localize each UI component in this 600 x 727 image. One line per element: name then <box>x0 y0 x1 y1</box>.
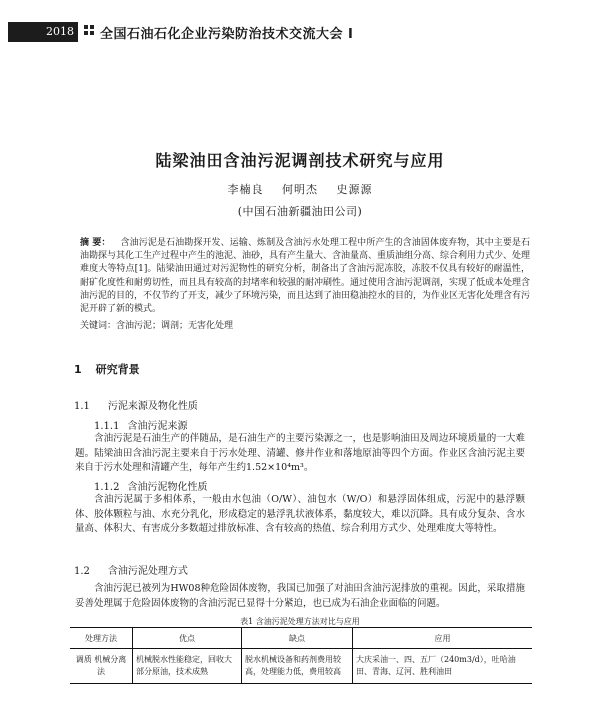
paper-affiliation: (中国石油新疆油田公司) <box>237 205 363 218</box>
treatment-comparison-table <box>70 627 532 684</box>
table-header-row <box>70 628 532 649</box>
abstract-label: 摘 要： <box>80 238 111 248</box>
table-header-cell: 应用 <box>353 628 533 649</box>
table-header-cell: 优点 <box>133 628 242 649</box>
section-title: 含油污泥处理方式 <box>107 566 188 577</box>
section-title: 含油污泥来源 <box>127 421 188 432</box>
table-caption: 表1 含油污泥处理方法对比与应用 <box>240 617 360 626</box>
paper-authors: 李楠良 何明杰 史源源 <box>227 183 373 196</box>
year-badge: 2018 <box>8 22 78 42</box>
section-number: 1.1 <box>74 401 90 412</box>
section-number: 1.1.2 <box>94 482 120 493</box>
section-heading-1 <box>74 361 140 377</box>
section-heading-1-2 <box>74 562 188 577</box>
abstract-text: 含油污泥是石油勘探开发、运输、炼制及含油污水处理工程中所产生的含油固体废弃物，其中主要是石油勘探与其化工生产过程中产生的池泥、油砂，具有产生量大、含油量高、重质油组分高、综合利用力式少、处理难度大等特点[1]。陆梁油田通过对污泥物性的研究分析，制备出了含油污泥冻胶，冻胶不仅具有较好的耐温性，耐矿化度性和耐剪切性，而且具有较高的封堵率和较强的耐冲刷性。通过使用含油污泥调剖，实现了低成本处理含油污泥的目的，不仅节约了开支，减少了环境污染，而且达到了油田稳油控水的目的，为作业区无害化处理含有污泥开辟了新的模式。 <box>80 238 531 315</box>
section-number: 1.2 <box>74 566 90 577</box>
table-header-cell: 处理方法 <box>70 628 133 649</box>
keywords-text: 含油污泥；调剖；无害化处理 <box>116 321 234 331</box>
section-title: 研究背景 <box>95 363 140 376</box>
section-heading-1-1-2 <box>94 478 207 493</box>
table-row <box>70 649 532 684</box>
keywords <box>80 318 530 331</box>
table-cell: 机械脱水性能稳定，回收大部分原油，技术成熟 <box>133 649 242 684</box>
section-number: 1.1.1 <box>94 421 120 432</box>
section-heading-1-1-1 <box>94 417 187 432</box>
section-heading-1-1 <box>74 397 198 412</box>
section-title: 含油污泥物化性质 <box>127 482 208 493</box>
section-title: 污泥来源及物化性质 <box>107 401 198 412</box>
paper-title: 陆梁油田含油污泥调剖技术研究与应用 <box>155 151 445 170</box>
paragraph-sludge-properties: 含油污泥属于多相体系，一般由水包油（O/W）、油包水（W/O）和悬浮固体组成，污泥中的悬浮颗体、胶体颗粒与油、水充分乳化，形成稳定的悬浮乳状液体系，黏度较大，难以沉降。具有成分复杂、含水量高、体积大、有害成分多数超过排放标准、含有较高的热值、综合利用方式少、处理难度大等特性。 <box>75 494 525 534</box>
table-cell: 脱水机械设备和药剂费用较高，处理能力低，费用较高 <box>242 649 353 684</box>
keywords-label: 关键词： <box>80 321 117 331</box>
paragraph-sludge-source: 含油污泥是石油生产的伴随品，是石油生产的主要污染源之一，也是影响油田及周边环境质量的一大难题。陆梁油田含油污泥主要来自于污水处理、清罐、修井作业和落地原油等四个方面。作业区含油污泥主要来自于污水处理和清罐产生，每年产生约1.52×10⁴m³。 <box>75 433 525 473</box>
section-number: 1 <box>74 363 82 376</box>
table-header-cell: 缺点 <box>242 628 353 649</box>
running-header <box>8 22 592 42</box>
conference-title: 全国石油石化企业污染防治技术交流大会 Ⅰ <box>100 27 354 42</box>
abstract <box>80 237 530 316</box>
table-cell: 大庆采油一、四、五厂（240m3/d），吐哈油田、青海、辽河、胜利油田 <box>353 649 533 684</box>
table-cell: 调质 机械分离法 <box>75 655 127 676</box>
header-square-dots-icon <box>84 25 94 39</box>
paragraph-treatment-methods: 含油污泥已被列为HW08种危险固体废物，我国已加强了对油田含油污泥排放的重视。因此，采取措施妥善处理属于危险固体废物的含油污泥已显得十分紧迫，也已成为石油企业面临的问题。 <box>75 583 525 609</box>
